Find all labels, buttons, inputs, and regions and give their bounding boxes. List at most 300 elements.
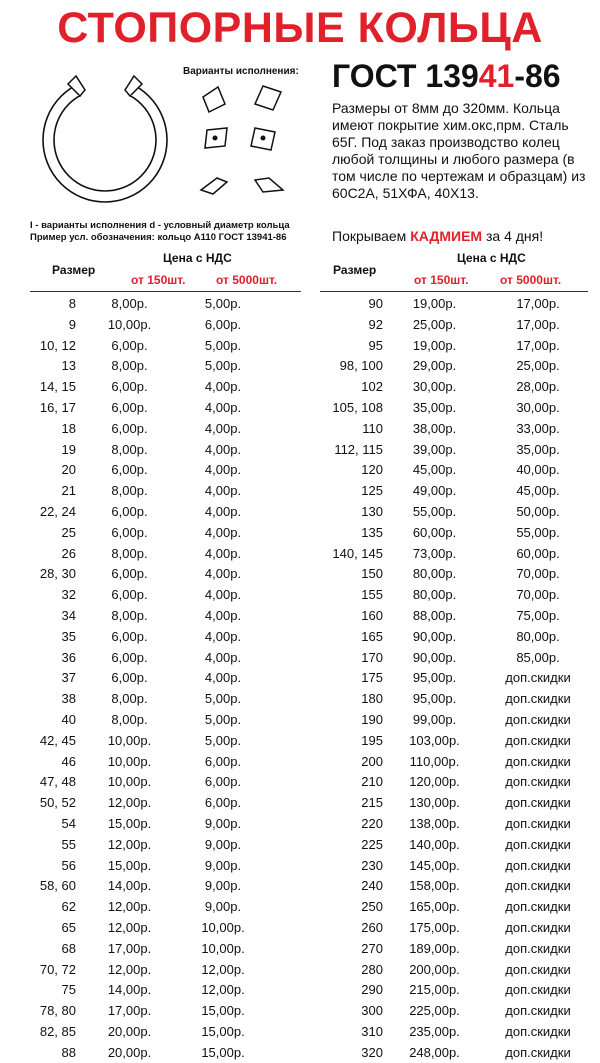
retaining-ring-drawing [30, 62, 180, 212]
size-cell: 175 [361, 670, 383, 686]
price-150-cell: 235,00р. [409, 1023, 460, 1039]
table-row [300, 523, 590, 544]
table-row [0, 544, 270, 565]
price-5000-cell: 15,00р. [201, 1023, 245, 1039]
designation-notes: I - варианты исполнения d - условный диаметр кольца Пример усл. обозначения: кольцо А110 ГОСТ 13941-86 [30, 220, 290, 243]
size-cell: 195 [361, 732, 383, 748]
price-150-cell: 95,00р. [412, 670, 457, 686]
price-150-cell: 29,00р. [412, 358, 457, 374]
size-cell: 38 [61, 691, 76, 707]
table-row [0, 876, 270, 897]
price-5000-cell: доп.скидки [505, 795, 571, 811]
price-5000-cell: 5,00р. [204, 711, 242, 727]
size-cell: 58, 60 [39, 878, 76, 894]
size-cell: 75 [61, 982, 76, 998]
table-row [300, 585, 590, 606]
price-150-cell: 8,00р. [111, 691, 148, 707]
size-cell: 92 [368, 316, 383, 332]
table-row [0, 689, 270, 710]
size-cell: 22, 24 [39, 503, 76, 519]
price-150-cell: 6,00р. [111, 462, 148, 478]
table-row [0, 856, 270, 877]
price-150-cell: 10,00р. [107, 753, 152, 769]
table-row [0, 1001, 270, 1022]
table-row [300, 648, 590, 669]
table-row [300, 793, 590, 814]
table-row [0, 793, 270, 814]
size-cell: 270 [361, 940, 383, 956]
price-150-cell: 145,00р. [409, 857, 460, 873]
table-row [0, 356, 270, 377]
price-5000-cell: доп.скидки [505, 753, 571, 769]
price-5000-cell: 4,00р. [204, 628, 242, 644]
price-5000-cell: 9,00р. [204, 815, 242, 831]
price-150-cell: 8,00р. [111, 358, 148, 374]
table-row [300, 377, 590, 398]
size-cell: 90 [368, 296, 383, 311]
size-cell: 112, 115 [334, 441, 383, 457]
price-table-left [0, 294, 270, 1063]
price-150-cell: 6,00р. [111, 670, 148, 686]
table-row [300, 897, 590, 918]
table-row [0, 564, 270, 585]
price-5000-cell: 40,00р. [516, 462, 560, 478]
table-row [0, 606, 270, 627]
product-description: Размеры от 8мм до 320мм. Кольца имеют покрытие хим.окс,прм. Сталь 65Г. Под заказ производство колец любой толщины и любого размера (в том числе по чертежам и образцам) из 60С2А, 51ХФА, 40Х13. [332, 100, 586, 201]
price-150-cell: 6,00р. [111, 420, 148, 436]
price-5000-cell: 5,00р. [204, 732, 242, 748]
price-5000-cell: 50,00р. [516, 503, 560, 519]
price-150-cell: 95,00р. [412, 691, 457, 707]
price-5000-cell: 5,00р. [204, 337, 242, 353]
price-5000-cell: доп.скидки [505, 1023, 571, 1039]
price-5000-cell: 6,00р. [204, 774, 242, 790]
table-row [0, 502, 270, 523]
table-row [300, 315, 590, 336]
price-5000-cell: доп.скидки [505, 691, 571, 707]
table-row [0, 398, 270, 419]
size-cell: 102 [361, 379, 383, 395]
price-150-cell: 140,00р. [409, 836, 460, 852]
size-cell: 46 [61, 753, 76, 769]
table-row [0, 835, 270, 856]
size-cell: 230 [361, 857, 383, 873]
price-150-cell: 15,00р. [107, 857, 152, 873]
size-cell: 32 [61, 587, 76, 603]
price-150-cell: 165,00р. [409, 899, 460, 915]
price-150-cell: 80,00р. [412, 587, 457, 603]
size-cell: 160 [361, 607, 383, 623]
size-cell: 16, 17 [39, 399, 76, 415]
price-5000-cell: доп.скидки [505, 1044, 571, 1060]
size-cell: 56 [61, 857, 76, 873]
size-cell: 42, 45 [39, 732, 76, 748]
table-row [0, 710, 270, 731]
size-cell: 34 [61, 607, 76, 623]
price-5000-cell: доп.скидки [505, 670, 571, 686]
right-from150-header: от 150шт. [414, 273, 469, 287]
price-150-cell: 55,00р. [412, 503, 457, 519]
size-cell: 210 [361, 774, 383, 790]
size-cell: 150 [361, 566, 383, 582]
price-150-cell: 17,00р. [107, 1003, 152, 1019]
right-header-divider [320, 291, 588, 292]
price-150-cell: 12,00р. [107, 795, 152, 811]
price-5000-cell: 4,00р. [204, 607, 242, 623]
size-cell: 26 [61, 545, 76, 561]
size-cell: 68 [61, 940, 76, 956]
table-row [300, 980, 590, 1001]
price-5000-cell: доп.скидки [505, 878, 571, 894]
price-5000-cell: 85,00р. [516, 649, 560, 665]
size-cell: 155 [361, 587, 383, 603]
size-cell: 250 [361, 899, 383, 915]
price-150-cell: 189,00р. [409, 940, 460, 956]
price-150-cell: 10,00р. [107, 732, 152, 748]
table-row [300, 460, 590, 481]
price-150-cell: 88,00р. [412, 607, 457, 623]
table-row [0, 315, 270, 336]
price-5000-cell: 75,00р. [516, 607, 560, 623]
price-150-cell: 90,00р. [412, 649, 457, 665]
table-row [300, 876, 590, 897]
price-150-cell: 138,00р. [409, 815, 460, 831]
price-5000-cell: 30,00р. [516, 399, 560, 415]
size-cell: 280 [361, 961, 383, 977]
price-150-cell: 80,00р. [412, 566, 457, 582]
price-5000-cell: 4,00р. [204, 462, 242, 478]
left-header-divider [30, 291, 301, 292]
price-150-cell: 20,00р. [107, 1044, 152, 1060]
size-cell: 125 [361, 483, 383, 499]
table-row [0, 980, 270, 1001]
price-150-cell: 8,00р. [111, 607, 148, 623]
price-150-cell: 6,00р. [111, 566, 148, 582]
price-5000-cell: 5,00р. [204, 358, 242, 374]
price-150-cell: 19,00р. [412, 337, 457, 353]
size-cell: 215 [361, 795, 383, 811]
size-cell: 35 [61, 628, 76, 644]
size-cell: 20 [61, 462, 76, 478]
gost-standard: ГОСТ 13941-86 [332, 58, 561, 94]
price-150-cell: 60,00р. [412, 524, 457, 540]
price-150-cell: 73,00р. [412, 545, 457, 561]
price-5000-cell: 70,00р. [516, 587, 560, 603]
right-from5000-header: от 5000шт. [500, 273, 562, 287]
table-row [300, 856, 590, 877]
price-150-cell: 20,00р. [107, 1023, 152, 1039]
size-cell: 50, 52 [39, 795, 76, 811]
price-5000-cell: 5,00р. [204, 296, 242, 311]
price-5000-cell: доп.скидки [505, 1003, 571, 1019]
size-cell: 9 [68, 316, 76, 332]
table-row [0, 772, 270, 793]
price-5000-cell: 25,00р. [516, 358, 560, 374]
price-5000-cell: 4,00р. [204, 566, 242, 582]
price-5000-cell: 45,00р. [516, 483, 560, 499]
price-5000-cell: 55,00р. [516, 524, 560, 540]
price-5000-cell: 4,00р. [204, 483, 242, 499]
table-row [300, 606, 590, 627]
price-5000-cell: 6,00р. [204, 753, 242, 769]
size-cell: 240 [361, 878, 383, 894]
price-150-cell: 15,00р. [107, 815, 152, 831]
size-cell: 300 [361, 1003, 383, 1019]
table-row [0, 377, 270, 398]
table-row [0, 440, 270, 461]
price-150-cell: 6,00р. [111, 379, 148, 395]
price-150-cell: 6,00р. [111, 628, 148, 644]
price-150-cell: 90,00р. [412, 628, 457, 644]
price-150-cell: 110,00р. [409, 753, 460, 769]
price-150-cell: 10,00р. [107, 316, 152, 332]
price-5000-cell: 6,00р. [204, 316, 242, 332]
size-cell: 21 [61, 483, 76, 499]
left-from150-header: от 150шт. [131, 273, 186, 287]
ring-variants-icon [193, 82, 293, 202]
size-cell: 54 [61, 815, 76, 831]
table-row [0, 523, 270, 544]
price-5000-cell: 4,00р. [204, 503, 242, 519]
size-cell: 18 [61, 420, 76, 436]
price-5000-cell: 35,00р. [516, 441, 560, 457]
price-150-cell: 10,00р. [107, 774, 152, 790]
price-150-cell: 215,00р. [409, 982, 460, 998]
size-cell: 40 [61, 711, 76, 727]
price-5000-cell: 10,00р. [201, 919, 245, 935]
price-150-cell: 8,00р. [111, 296, 148, 311]
table-row [300, 502, 590, 523]
price-150-cell: 45,00р. [412, 462, 457, 478]
price-5000-cell: 17,00р. [516, 316, 560, 332]
left-size-header: Размер [52, 263, 96, 277]
size-cell: 200 [361, 753, 383, 769]
page-title: СТОПОРНЫЕ КОЛЬЦА [57, 4, 543, 52]
table-row [0, 336, 270, 357]
size-cell: 135 [361, 524, 383, 540]
table-row [0, 460, 270, 481]
price-5000-cell: 4,00р. [204, 524, 242, 540]
price-150-cell: 14,00р. [107, 982, 152, 998]
table-row [300, 689, 590, 710]
size-cell: 25 [61, 524, 76, 540]
size-cell: 36 [61, 649, 76, 665]
table-row [300, 752, 590, 773]
size-cell: 170 [361, 649, 383, 665]
table-row [300, 918, 590, 939]
size-cell: 88 [61, 1044, 76, 1060]
table-row [0, 668, 270, 689]
price-150-cell: 25,00р. [412, 316, 457, 332]
table-row [300, 835, 590, 856]
price-5000-cell: доп.скидки [505, 940, 571, 956]
table-row [300, 668, 590, 689]
table-row [300, 336, 590, 357]
table-row [0, 731, 270, 752]
price-table-right [300, 294, 590, 1063]
price-5000-cell: доп.скидки [505, 857, 571, 873]
right-price-header: Цена с НДС [457, 251, 526, 265]
price-150-cell: 248,00р. [409, 1044, 460, 1060]
size-cell: 78, 80 [39, 1003, 76, 1019]
left-price-header: Цена с НДС [163, 251, 232, 265]
size-cell: 47, 48 [39, 774, 76, 790]
price-150-cell: 6,00р. [111, 399, 148, 415]
size-cell: 70, 72 [39, 961, 76, 977]
size-cell: 180 [361, 691, 383, 707]
price-5000-cell: 15,00р. [201, 1044, 245, 1060]
price-5000-cell: доп.скидки [505, 961, 571, 977]
price-150-cell: 30,00р. [412, 379, 457, 395]
table-row [300, 710, 590, 731]
price-150-cell: 12,00р. [107, 899, 152, 915]
price-5000-cell: 17,00р. [516, 296, 560, 311]
table-row [300, 440, 590, 461]
price-5000-cell: 10,00р. [201, 940, 245, 956]
price-5000-cell: 4,00р. [204, 379, 242, 395]
table-row [0, 294, 270, 315]
table-row [300, 772, 590, 793]
price-5000-cell: 9,00р. [204, 857, 242, 873]
price-150-cell: 99,00р. [412, 711, 457, 727]
price-150-cell: 35,00р. [412, 399, 457, 415]
price-150-cell: 8,00р. [111, 441, 148, 457]
size-cell: 55 [61, 836, 76, 852]
price-5000-cell: 4,00р. [204, 420, 242, 436]
size-cell: 320 [361, 1044, 383, 1060]
size-cell: 105, 108 [332, 399, 383, 415]
size-cell: 310 [361, 1023, 383, 1039]
price-150-cell: 19,00р. [412, 296, 457, 311]
price-5000-cell: 70,00р. [516, 566, 560, 582]
size-cell: 260 [361, 919, 383, 935]
price-150-cell: 120,00р. [409, 774, 460, 790]
size-cell: 65 [61, 919, 76, 935]
price-5000-cell: 33,00р. [516, 420, 560, 436]
price-150-cell: 12,00р. [107, 919, 152, 935]
price-5000-cell: 12,00р. [201, 982, 245, 998]
table-row [0, 585, 270, 606]
right-size-header: Размер [333, 263, 377, 277]
cadmium-offer: Покрываем КАДМИЕМ за 4 дня! [332, 228, 544, 244]
price-150-cell: 158,00р. [409, 878, 460, 894]
size-cell: 19 [61, 441, 76, 457]
price-5000-cell: 28,00р. [516, 379, 560, 395]
size-cell: 110 [362, 420, 383, 436]
price-150-cell: 8,00р. [111, 711, 148, 727]
price-150-cell: 17,00р. [107, 940, 152, 956]
table-row [300, 356, 590, 377]
size-cell: 28, 30 [39, 566, 76, 582]
size-cell: 8 [68, 296, 76, 311]
price-5000-cell: доп.скидки [505, 774, 571, 790]
table-row [0, 1022, 270, 1043]
table-row [300, 960, 590, 981]
table-row [0, 648, 270, 669]
price-5000-cell: доп.скидки [505, 919, 571, 935]
table-row [300, 544, 590, 565]
price-150-cell: 39,00р. [412, 441, 457, 457]
table-row [300, 564, 590, 585]
table-row [0, 939, 270, 960]
size-cell: 225 [361, 836, 383, 852]
price-150-cell: 12,00р. [107, 836, 152, 852]
price-150-cell: 6,00р. [111, 524, 148, 540]
price-5000-cell: доп.скидки [505, 732, 571, 748]
price-5000-cell: 4,00р. [204, 670, 242, 686]
size-cell: 82, 85 [39, 1023, 76, 1039]
table-row [300, 294, 590, 315]
size-cell: 62 [61, 899, 76, 915]
price-5000-cell: 4,00р. [204, 441, 242, 457]
size-cell: 140, 145 [332, 545, 383, 561]
price-5000-cell: 9,00р. [204, 899, 242, 915]
price-5000-cell: доп.скидки [505, 899, 571, 915]
price-5000-cell: 9,00р. [204, 836, 242, 852]
size-cell: 10, 12 [39, 337, 76, 353]
table-row [300, 731, 590, 752]
table-row [0, 419, 270, 440]
table-row [300, 1022, 590, 1043]
variants-label: Варианты исполнения: [183, 66, 299, 77]
size-cell: 290 [361, 982, 383, 998]
size-cell: 190 [361, 711, 383, 727]
size-cell: 14, 15 [39, 379, 76, 395]
price-150-cell: 225,00р. [409, 1003, 460, 1019]
size-cell: 95 [368, 337, 383, 353]
price-150-cell: 8,00р. [111, 545, 148, 561]
price-5000-cell: 12,00р. [201, 961, 245, 977]
price-5000-cell: 17,00р. [516, 337, 560, 353]
table-row [300, 627, 590, 648]
size-cell: 98, 100 [339, 358, 383, 374]
table-row [300, 814, 590, 835]
size-cell: 37 [61, 670, 76, 686]
price-150-cell: 6,00р. [111, 649, 148, 665]
price-150-cell: 200,00р. [409, 961, 460, 977]
table-row [0, 1043, 270, 1063]
price-5000-cell: 4,00р. [204, 399, 242, 415]
price-150-cell: 6,00р. [111, 587, 148, 603]
table-row [300, 398, 590, 419]
price-150-cell: 8,00р. [111, 483, 148, 499]
price-5000-cell: доп.скидки [505, 815, 571, 831]
price-5000-cell: доп.скидки [505, 982, 571, 998]
table-row [0, 752, 270, 773]
price-5000-cell: 60,00р. [516, 545, 560, 561]
size-cell: 220 [361, 815, 383, 831]
table-row [300, 1001, 590, 1022]
price-5000-cell: 5,00р. [204, 691, 242, 707]
price-150-cell: 6,00р. [111, 503, 148, 519]
price-5000-cell: 80,00р. [516, 628, 560, 644]
table-row [300, 481, 590, 502]
size-cell: 130 [361, 503, 383, 519]
price-5000-cell: 4,00р. [204, 649, 242, 665]
table-row [300, 939, 590, 960]
price-150-cell: 12,00р. [107, 961, 152, 977]
price-150-cell: 130,00р. [409, 795, 460, 811]
price-150-cell: 49,00р. [412, 483, 457, 499]
size-cell: 13 [61, 358, 76, 374]
price-5000-cell: 4,00р. [204, 587, 242, 603]
size-cell: 120 [361, 462, 383, 478]
price-150-cell: 103,00р. [409, 732, 460, 748]
price-5000-cell: доп.скидки [505, 836, 571, 852]
table-row [300, 419, 590, 440]
price-5000-cell: 4,00р. [204, 545, 242, 561]
table-row [0, 814, 270, 835]
